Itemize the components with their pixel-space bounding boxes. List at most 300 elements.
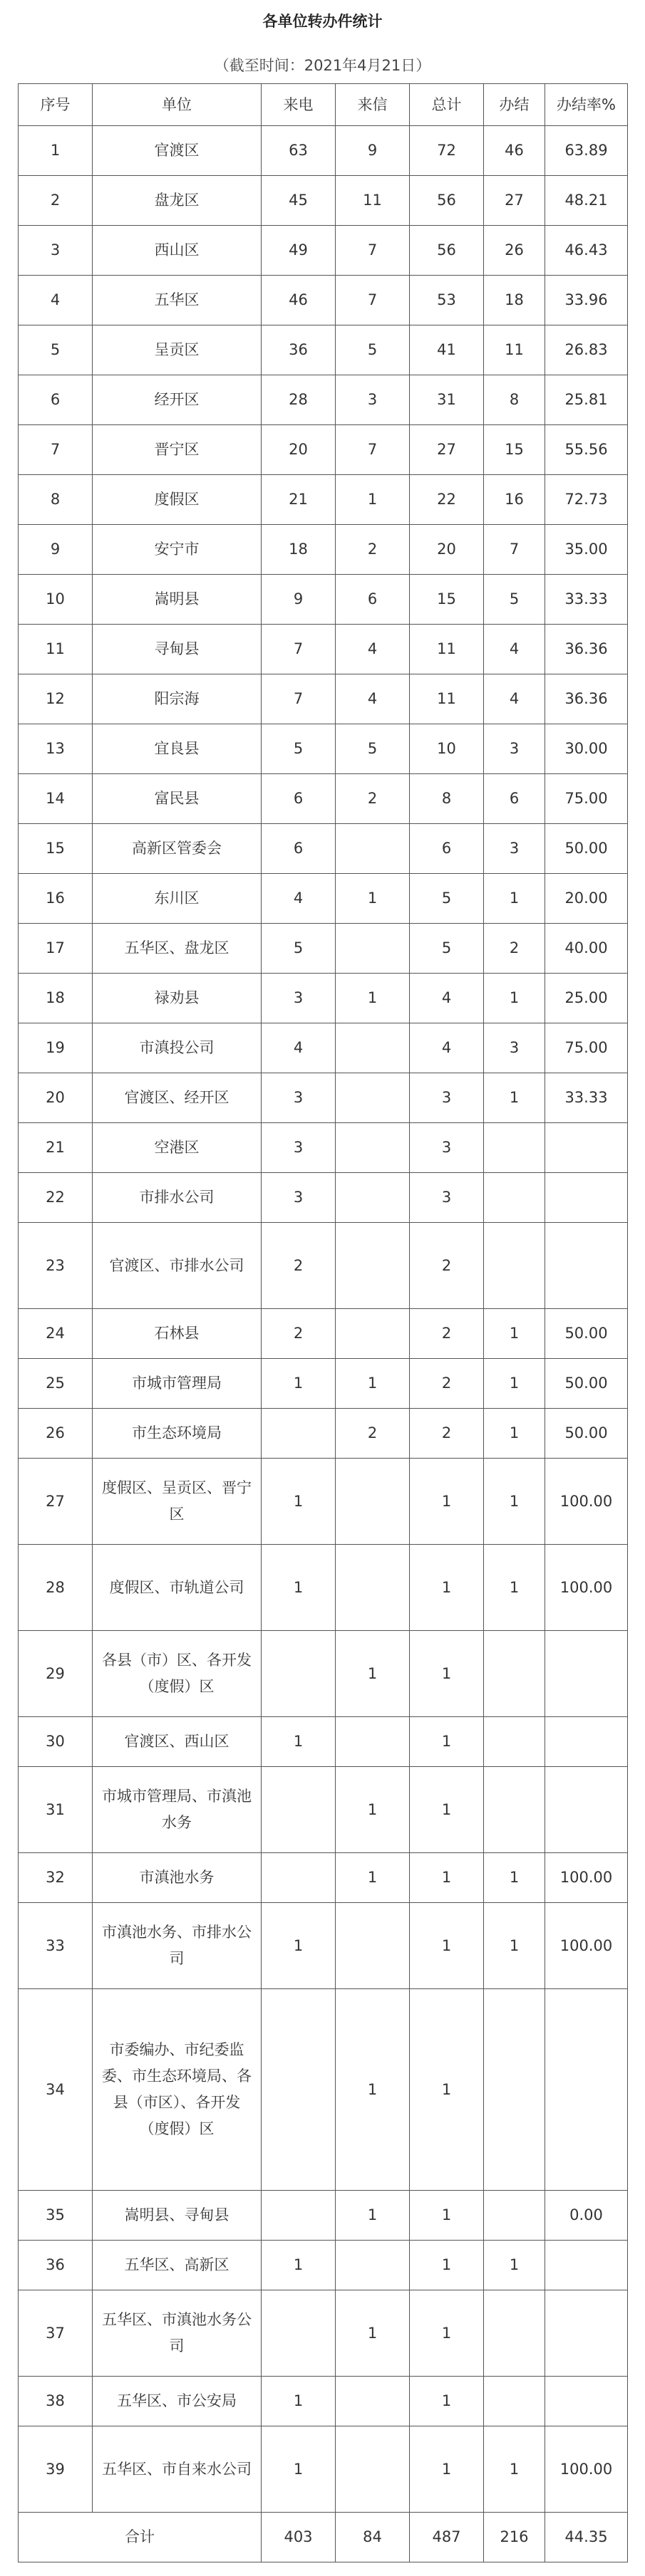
header-unit: 单位 xyxy=(93,84,262,126)
cell-letters xyxy=(336,1023,410,1073)
cell-unit: 呈贡区 xyxy=(93,325,262,375)
cell-unit: 五华区、市自来水公司 xyxy=(93,2426,262,2513)
cell-calls: 1 xyxy=(262,2241,336,2290)
cell-rate: 33.96 xyxy=(545,276,628,325)
cell-calls: 46 xyxy=(262,276,336,325)
cell-done: 26 xyxy=(484,226,545,276)
table-row xyxy=(19,425,628,475)
table-row xyxy=(19,1409,628,1459)
cell-index: 14 xyxy=(19,774,93,824)
cell-unit: 禄劝县 xyxy=(93,974,262,1023)
cell-rate: 20.00 xyxy=(545,874,628,924)
cell-letters xyxy=(336,1223,410,1309)
cell-done xyxy=(484,1989,545,2191)
cell-calls: 1 xyxy=(262,1717,336,1767)
cell-done: 4 xyxy=(484,625,545,674)
table-row xyxy=(19,824,628,874)
cell-index: 29 xyxy=(19,1631,93,1717)
table-row xyxy=(19,1717,628,1767)
cell-unit: 阳宗海 xyxy=(93,674,262,724)
table-row xyxy=(19,774,628,824)
table-row xyxy=(19,375,628,425)
cell-unit: 安宁市 xyxy=(93,525,262,575)
cell-unit: 官渡区、经开区 xyxy=(93,1073,262,1123)
cell-index: 28 xyxy=(19,1545,93,1631)
cell-rate: 100.00 xyxy=(545,1903,628,1989)
cell-calls: 63 xyxy=(262,126,336,176)
cell-unit: 五华区、高新区 xyxy=(93,2241,262,2290)
cell-rate: 40.00 xyxy=(545,924,628,974)
cell-rate: 100.00 xyxy=(545,2426,628,2513)
cell-letters xyxy=(336,1717,410,1767)
total-calls: 403 xyxy=(262,2513,336,2562)
table-row xyxy=(19,1223,628,1309)
cell-rate: 35.00 xyxy=(545,525,628,575)
cell-unit: 西山区 xyxy=(93,226,262,276)
cell-calls xyxy=(262,1767,336,1853)
cell-calls: 3 xyxy=(262,974,336,1023)
cell-index: 4 xyxy=(19,276,93,325)
cell-unit: 市滇池水务、市排水公司 xyxy=(93,1903,262,1989)
cell-calls: 6 xyxy=(262,774,336,824)
total-total: 487 xyxy=(410,2513,484,2562)
cell-index: 33 xyxy=(19,1903,93,1989)
cell-unit: 宜良县 xyxy=(93,724,262,774)
header-letters: 来信 xyxy=(336,84,410,126)
total-rate: 44.35 xyxy=(545,2513,628,2562)
cell-done xyxy=(484,1767,545,1853)
cell-letters: 1 xyxy=(336,1767,410,1853)
cell-index: 31 xyxy=(19,1767,93,1853)
cell-rate: 25.81 xyxy=(545,375,628,425)
cell-total: 1 xyxy=(410,2377,484,2426)
cell-total: 1 xyxy=(410,2241,484,2290)
cell-done xyxy=(484,1173,545,1223)
cell-done xyxy=(484,1631,545,1717)
cell-index: 1 xyxy=(19,126,93,176)
cell-total: 1 xyxy=(410,2426,484,2513)
table-row xyxy=(19,924,628,974)
cell-letters: 1 xyxy=(336,874,410,924)
cell-total: 2 xyxy=(410,1309,484,1359)
cell-done xyxy=(484,2290,545,2377)
cell-rate: 100.00 xyxy=(545,1853,628,1903)
cell-done: 1 xyxy=(484,1459,545,1545)
cell-done: 3 xyxy=(484,1023,545,1073)
cell-total: 11 xyxy=(410,674,484,724)
cell-total: 1 xyxy=(410,2290,484,2377)
cell-index: 9 xyxy=(19,525,93,575)
table-row xyxy=(19,1459,628,1545)
cell-unit: 高新区管委会 xyxy=(93,824,262,874)
cell-total: 56 xyxy=(410,226,484,276)
cell-index: 7 xyxy=(19,425,93,475)
cell-calls: 5 xyxy=(262,924,336,974)
table-row xyxy=(19,2426,628,2513)
cell-letters xyxy=(336,924,410,974)
cell-total: 3 xyxy=(410,1173,484,1223)
cell-rate: 0.00 xyxy=(545,2191,628,2241)
cell-calls: 36 xyxy=(262,325,336,375)
cell-done: 3 xyxy=(484,824,545,874)
cell-unit: 市城市管理局、市滇池水务 xyxy=(93,1767,262,1853)
cell-calls: 28 xyxy=(262,375,336,425)
cell-unit: 晋宁区 xyxy=(93,425,262,475)
cell-unit: 官渡区、西山区 xyxy=(93,1717,262,1767)
table-row xyxy=(19,475,628,525)
cell-unit: 市生态环境局 xyxy=(93,1409,262,1459)
cell-rate xyxy=(545,1631,628,1717)
cell-calls xyxy=(262,1989,336,2191)
cell-index: 25 xyxy=(19,1359,93,1409)
cell-total: 1 xyxy=(410,1717,484,1767)
cell-unit: 官渡区、市排水公司 xyxy=(93,1223,262,1309)
cell-letters xyxy=(336,2377,410,2426)
cell-done: 1 xyxy=(484,1073,545,1123)
cell-done: 4 xyxy=(484,674,545,724)
cell-total: 22 xyxy=(410,475,484,525)
cell-unit: 五华区 xyxy=(93,276,262,325)
cell-letters: 1 xyxy=(336,475,410,525)
cell-calls: 45 xyxy=(262,176,336,226)
cell-rate: 50.00 xyxy=(545,824,628,874)
cell-index: 5 xyxy=(19,325,93,375)
cell-letters xyxy=(336,1123,410,1173)
cell-unit: 度假区、呈贡区、晋宁区 xyxy=(93,1459,262,1545)
cell-done xyxy=(484,2191,545,2241)
cell-unit: 五华区、市滇池水务公司 xyxy=(93,2290,262,2377)
cell-index: 35 xyxy=(19,2191,93,2241)
header-index: 序号 xyxy=(19,84,93,126)
cell-rate xyxy=(545,2290,628,2377)
cell-unit: 嵩明县、寻甸县 xyxy=(93,2191,262,2241)
cell-rate xyxy=(545,2241,628,2290)
cell-letters: 1 xyxy=(336,1359,410,1409)
cell-rate: 25.00 xyxy=(545,974,628,1023)
cell-done: 1 xyxy=(484,1545,545,1631)
table-row xyxy=(19,1903,628,1989)
cell-rate xyxy=(545,1223,628,1309)
cell-done: 1 xyxy=(484,1853,545,1903)
cell-total: 6 xyxy=(410,824,484,874)
table-row xyxy=(19,2377,628,2426)
total-letters: 84 xyxy=(336,2513,410,2562)
cell-total: 3 xyxy=(410,1123,484,1173)
cell-total: 41 xyxy=(410,325,484,375)
cell-done xyxy=(484,1223,545,1309)
cell-unit: 经开区 xyxy=(93,375,262,425)
statistics-table xyxy=(18,83,628,2562)
cell-unit: 空港区 xyxy=(93,1123,262,1173)
cell-calls xyxy=(262,2191,336,2241)
cell-letters: 1 xyxy=(336,974,410,1023)
cell-rate xyxy=(545,1767,628,1853)
table-row xyxy=(19,1853,628,1903)
cell-done: 1 xyxy=(484,974,545,1023)
cell-unit: 度假区 xyxy=(93,475,262,525)
cell-index: 22 xyxy=(19,1173,93,1223)
cell-calls: 4 xyxy=(262,874,336,924)
cell-rate xyxy=(545,1123,628,1173)
cell-index: 11 xyxy=(19,625,93,674)
cell-index: 20 xyxy=(19,1073,93,1123)
cell-done: 2 xyxy=(484,924,545,974)
cell-total: 1 xyxy=(410,1989,484,2191)
cell-done: 15 xyxy=(484,425,545,475)
cell-letters xyxy=(336,2426,410,2513)
cell-rate: 100.00 xyxy=(545,1545,628,1631)
cell-unit: 度假区、市轨道公司 xyxy=(93,1545,262,1631)
table-row xyxy=(19,1359,628,1409)
cell-rate: 50.00 xyxy=(545,1409,628,1459)
table-total-row xyxy=(19,2513,628,2562)
cell-letters: 4 xyxy=(336,674,410,724)
cell-total: 1 xyxy=(410,2191,484,2241)
cell-total: 53 xyxy=(410,276,484,325)
cell-done xyxy=(484,1123,545,1173)
cell-done: 3 xyxy=(484,724,545,774)
cell-total: 5 xyxy=(410,924,484,974)
cell-index: 37 xyxy=(19,2290,93,2377)
table-row xyxy=(19,325,628,375)
table-header-row xyxy=(19,84,628,126)
cell-done: 1 xyxy=(484,1359,545,1409)
cell-rate: 75.00 xyxy=(545,1023,628,1073)
cell-unit: 富民县 xyxy=(93,774,262,824)
cell-letters: 4 xyxy=(336,625,410,674)
table-row xyxy=(19,525,628,575)
cell-letters: 1 xyxy=(336,2191,410,2241)
cell-unit: 五华区、市公安局 xyxy=(93,2377,262,2426)
cell-rate: 36.36 xyxy=(545,625,628,674)
cell-total: 72 xyxy=(410,126,484,176)
table-row xyxy=(19,126,628,176)
cell-calls: 7 xyxy=(262,625,336,674)
cell-letters: 1 xyxy=(336,1631,410,1717)
table-row xyxy=(19,276,628,325)
cell-total: 1 xyxy=(410,1459,484,1545)
cell-letters: 5 xyxy=(336,325,410,375)
cell-letters: 5 xyxy=(336,724,410,774)
table-row xyxy=(19,1545,628,1631)
cell-rate xyxy=(545,1717,628,1767)
cell-done: 1 xyxy=(484,1309,545,1359)
cell-total: 2 xyxy=(410,1409,484,1459)
cell-total: 1 xyxy=(410,1853,484,1903)
cell-index: 13 xyxy=(19,724,93,774)
cell-unit: 各县（市）区、各开发（度假）区 xyxy=(93,1631,262,1717)
cell-unit: 五华区、盘龙区 xyxy=(93,924,262,974)
cell-calls xyxy=(262,2290,336,2377)
document-subtitle: （截至时间：2021年4月21日） xyxy=(214,57,431,74)
table-row xyxy=(19,1989,628,2191)
cell-unit: 盘龙区 xyxy=(93,176,262,226)
cell-index: 18 xyxy=(19,974,93,1023)
cell-rate: 72.73 xyxy=(545,475,628,525)
cell-index: 30 xyxy=(19,1717,93,1767)
cell-rate xyxy=(545,1989,628,2191)
cell-total: 20 xyxy=(410,525,484,575)
cell-calls: 1 xyxy=(262,1545,336,1631)
cell-done: 1 xyxy=(484,2426,545,2513)
cell-rate: 50.00 xyxy=(545,1309,628,1359)
cell-calls: 20 xyxy=(262,425,336,475)
cell-done: 11 xyxy=(484,325,545,375)
cell-calls: 4 xyxy=(262,1023,336,1073)
cell-index: 34 xyxy=(19,1989,93,2191)
cell-rate: 50.00 xyxy=(545,1359,628,1409)
cell-calls: 1 xyxy=(262,1459,336,1545)
cell-letters xyxy=(336,1309,410,1359)
cell-total: 27 xyxy=(410,425,484,475)
cell-total: 56 xyxy=(410,176,484,226)
cell-calls: 1 xyxy=(262,1903,336,1989)
cell-total: 15 xyxy=(410,575,484,625)
table-row xyxy=(19,1073,628,1123)
cell-index: 2 xyxy=(19,176,93,226)
cell-index: 23 xyxy=(19,1223,93,1309)
table-row xyxy=(19,2241,628,2290)
cell-unit: 市滇池水务 xyxy=(93,1853,262,1903)
cell-done xyxy=(484,2377,545,2426)
table-row xyxy=(19,1309,628,1359)
cell-unit: 官渡区 xyxy=(93,126,262,176)
cell-calls: 1 xyxy=(262,2377,336,2426)
cell-unit: 东川区 xyxy=(93,874,262,924)
cell-unit: 寻甸县 xyxy=(93,625,262,674)
cell-letters xyxy=(336,1073,410,1123)
cell-calls xyxy=(262,1853,336,1903)
cell-calls xyxy=(262,1631,336,1717)
cell-index: 36 xyxy=(19,2241,93,2290)
cell-total: 2 xyxy=(410,1359,484,1409)
cell-total: 1 xyxy=(410,1903,484,1989)
cell-letters: 7 xyxy=(336,226,410,276)
header-calls: 来电 xyxy=(262,84,336,126)
cell-total: 1 xyxy=(410,1767,484,1853)
header-total: 总计 xyxy=(410,84,484,126)
cell-index: 16 xyxy=(19,874,93,924)
cell-letters xyxy=(336,1545,410,1631)
cell-rate xyxy=(545,1173,628,1223)
cell-index: 3 xyxy=(19,226,93,276)
table-row xyxy=(19,2290,628,2377)
cell-calls: 1 xyxy=(262,2426,336,2513)
cell-letters: 2 xyxy=(336,1409,410,1459)
cell-done: 8 xyxy=(484,375,545,425)
table-row xyxy=(19,1023,628,1073)
cell-calls: 2 xyxy=(262,1223,336,1309)
table-row xyxy=(19,974,628,1023)
cell-rate: 100.00 xyxy=(545,1459,628,1545)
cell-index: 6 xyxy=(19,375,93,425)
cell-rate: 46.43 xyxy=(545,226,628,276)
cell-done: 7 xyxy=(484,525,545,575)
cell-index: 15 xyxy=(19,824,93,874)
cell-calls: 9 xyxy=(262,575,336,625)
table-row xyxy=(19,625,628,674)
document-title: 各单位转办件统计 xyxy=(262,13,383,30)
cell-done: 1 xyxy=(484,2241,545,2290)
cell-index: 39 xyxy=(19,2426,93,2513)
cell-calls: 49 xyxy=(262,226,336,276)
cell-letters: 7 xyxy=(336,276,410,325)
cell-calls: 7 xyxy=(262,674,336,724)
cell-calls: 5 xyxy=(262,724,336,774)
cell-letters: 2 xyxy=(336,525,410,575)
cell-letters xyxy=(336,1173,410,1223)
cell-letters: 7 xyxy=(336,425,410,475)
cell-calls: 6 xyxy=(262,824,336,874)
cell-index: 8 xyxy=(19,475,93,525)
cell-done: 5 xyxy=(484,575,545,625)
cell-total: 11 xyxy=(410,625,484,674)
cell-total: 5 xyxy=(410,874,484,924)
table-row xyxy=(19,1123,628,1173)
cell-rate: 75.00 xyxy=(545,774,628,824)
cell-index: 21 xyxy=(19,1123,93,1173)
cell-calls: 3 xyxy=(262,1173,336,1223)
cell-total: 4 xyxy=(410,1023,484,1073)
cell-letters xyxy=(336,1459,410,1545)
cell-done: 6 xyxy=(484,774,545,824)
cell-total: 1 xyxy=(410,1631,484,1717)
cell-done: 27 xyxy=(484,176,545,226)
header-done: 办结 xyxy=(484,84,545,126)
cell-rate: 48.21 xyxy=(545,176,628,226)
cell-index: 10 xyxy=(19,575,93,625)
cell-index: 12 xyxy=(19,674,93,724)
cell-done: 1 xyxy=(484,1409,545,1459)
cell-letters: 1 xyxy=(336,1853,410,1903)
cell-calls: 1 xyxy=(262,1359,336,1409)
cell-total: 8 xyxy=(410,774,484,824)
cell-index: 24 xyxy=(19,1309,93,1359)
cell-rate xyxy=(545,2377,628,2426)
cell-total: 3 xyxy=(410,1073,484,1123)
cell-index: 17 xyxy=(19,924,93,974)
total-done: 216 xyxy=(484,2513,545,2562)
cell-rate: 33.33 xyxy=(545,1073,628,1123)
cell-total: 1 xyxy=(410,1545,484,1631)
cell-done xyxy=(484,1717,545,1767)
cell-done: 1 xyxy=(484,1903,545,1989)
cell-calls: 18 xyxy=(262,525,336,575)
cell-index: 27 xyxy=(19,1459,93,1545)
cell-calls: 2 xyxy=(262,1309,336,1359)
cell-done: 16 xyxy=(484,475,545,525)
table-row xyxy=(19,724,628,774)
cell-rate: 36.36 xyxy=(545,674,628,724)
cell-index: 38 xyxy=(19,2377,93,2426)
cell-total: 4 xyxy=(410,974,484,1023)
cell-rate: 55.56 xyxy=(545,425,628,475)
table-row xyxy=(19,2191,628,2241)
cell-unit: 嵩明县 xyxy=(93,575,262,625)
cell-done: 46 xyxy=(484,126,545,176)
table-row xyxy=(19,176,628,226)
cell-letters: 1 xyxy=(336,2290,410,2377)
cell-calls: 3 xyxy=(262,1123,336,1173)
cell-letters: 9 xyxy=(336,126,410,176)
table-row xyxy=(19,874,628,924)
table-row xyxy=(19,1767,628,1853)
cell-total: 10 xyxy=(410,724,484,774)
cell-letters: 2 xyxy=(336,774,410,824)
cell-unit: 市城市管理局 xyxy=(93,1359,262,1409)
cell-unit: 石林县 xyxy=(93,1309,262,1359)
cell-rate: 33.33 xyxy=(545,575,628,625)
